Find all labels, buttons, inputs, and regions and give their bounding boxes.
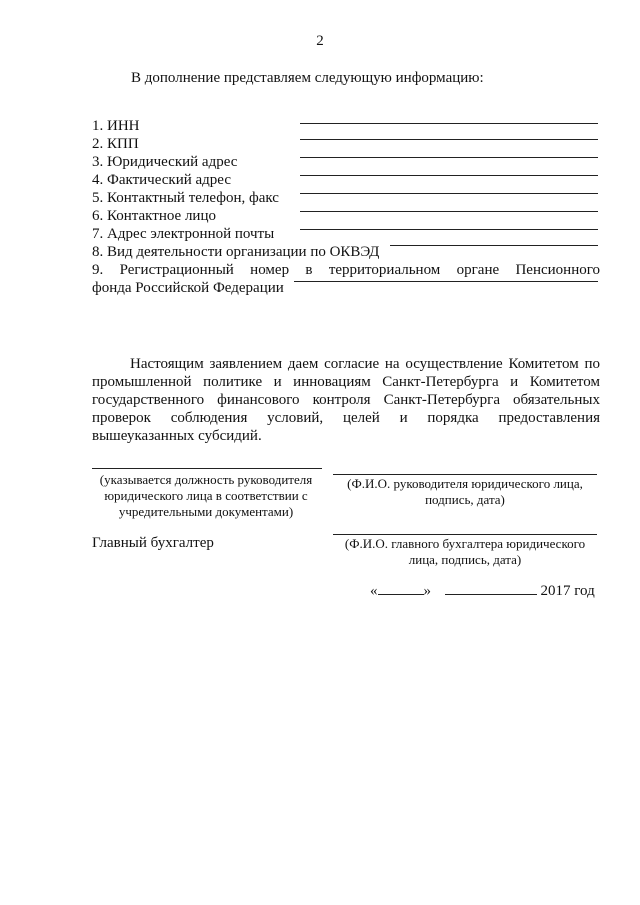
intro-text: В дополнение представляем следующую информацию: xyxy=(131,70,484,86)
month-blank xyxy=(445,580,537,595)
date-row xyxy=(370,580,595,600)
chief-accountant-label: Главный бухгалтер xyxy=(92,535,214,551)
head-note: (Ф.И.О. руководителя юридического лица, подпись, дата) xyxy=(347,476,583,507)
inn-fill-line xyxy=(300,123,598,124)
date-close-quote: » xyxy=(423,583,431,599)
page-number: 2 xyxy=(316,33,324,49)
item-phone-fax: 5. Контактный телефон, факс xyxy=(92,190,279,206)
accountant-note: (Ф.И.О. главного бухгалтера юридического лица, подпись, дата) xyxy=(344,536,586,567)
okved-fill-line xyxy=(390,245,598,246)
phone-fill-line xyxy=(300,193,598,194)
kpp-fill-line xyxy=(300,139,598,140)
item-email: 7. Адрес электронной почты xyxy=(92,226,275,242)
item-actual-address: 4. Фактический адрес xyxy=(92,172,231,188)
actual-address-fill-line xyxy=(300,175,598,176)
consent-paragraph: Настоящим заявлением даем согласие на осуществление Комитетом по промышленной политике и инновациям Санкт-Петербурга и Комитетом государственного финансового контроля Санкт-Петербурга обязательных проверок соблюдения условий, целей и порядка предоставления вышеуказанных субсидий. xyxy=(92,356,600,444)
position-note: (указывается должность руководителя юридического лица в соответствии с учредительными документами) xyxy=(99,472,313,519)
item-inn: 1. ИНН xyxy=(92,118,140,134)
legal-address-fill-line xyxy=(300,157,598,158)
item-pension-reg-line2: фонда Российской Федерации xyxy=(92,280,284,296)
date-open-quote: « xyxy=(370,583,378,599)
item-okved: 8. Вид деятельности организации по ОКВЭД xyxy=(92,244,380,260)
position-sign-line xyxy=(92,468,322,469)
accountant-sign-line xyxy=(333,534,597,535)
email-fill-line xyxy=(300,229,598,230)
day-blank xyxy=(378,580,424,595)
contact-fill-line xyxy=(300,211,598,212)
head-sign-line xyxy=(333,474,597,475)
item-pension-reg-line1: 9. Регистрационный номер в территориальном органе Пенсионного xyxy=(92,262,600,278)
pension-fill-line xyxy=(294,281,598,282)
item-contact-person: 6. Контактное лицо xyxy=(92,208,216,224)
year-label: 2017 год xyxy=(540,583,595,599)
item-kpp: 2. КПП xyxy=(92,136,139,152)
item-legal-address: 3. Юридический адрес xyxy=(92,154,238,170)
